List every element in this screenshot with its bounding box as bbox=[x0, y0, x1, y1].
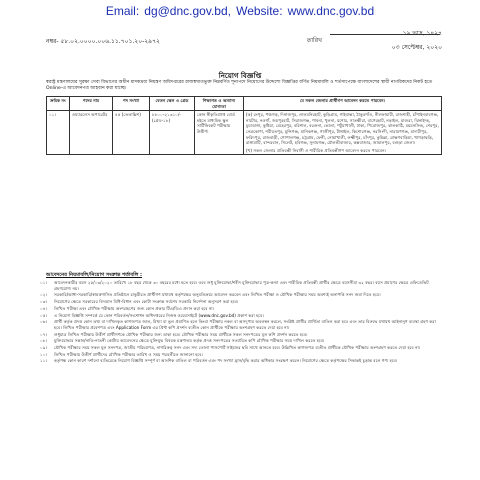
notice-title: নিয়োগ বিজ্ঞপ্তি bbox=[218, 72, 262, 80]
list-item bbox=[40, 358, 444, 364]
header-separator: , bbox=[227, 4, 231, 18]
list-item bbox=[40, 352, 444, 358]
list-item bbox=[40, 338, 444, 344]
term-number: ১০। bbox=[40, 351, 47, 357]
date-bangla: ১৯ ভাদ্র, ১৪২৭ bbox=[402, 30, 442, 37]
reference-row bbox=[46, 28, 442, 54]
col-count: পদ সংখ্যা bbox=[113, 97, 150, 111]
term-number: ০৩। bbox=[40, 299, 47, 305]
contact-header bbox=[0, 0, 480, 18]
term-number: ০১। bbox=[40, 280, 47, 285]
term-text: নিয়োগের ক্ষেত্রে সরকারের বিদ্যমান বিধি-বিধান এবং কোটা সংক্রান্ত সর্বশেষ সরকারি নির্দেশনা অনুসরণ করা হবে। bbox=[54, 299, 239, 305]
term-number: ১১। bbox=[40, 358, 47, 364]
terms-list bbox=[40, 280, 444, 365]
term-text: সরকারি/আধা-সরকারি/স্বায়ত্তশাসিত প্রতিষ্ঠানে চাকুরীরত প্রার্থীগণ যথাযথ কর্তৃপক্ষের অনুমতিক্রমে আবেদন করবেন এবং লিখিত পরীক্ষা ও মৌখিক পরীক্ষার সময় অবশ্যই অনাপত্তি সনদ জমা দিতে হবে। bbox=[54, 292, 381, 298]
term-number: ০৪। bbox=[40, 305, 47, 311]
cell-districts bbox=[244, 111, 442, 155]
table-row bbox=[47, 111, 442, 155]
list-item bbox=[40, 280, 444, 291]
email-link[interactable]: dg@dnc.gov.bd bbox=[144, 4, 228, 18]
table-header-row bbox=[47, 97, 442, 111]
col-serial: ক্রমিক নং bbox=[47, 97, 70, 111]
term-text: এ নিয়োগ বিজ্ঞপ্তি সম্পর্কে যে কোন পরিবর্তন/সংশোধন অধিদপ্তরের নিজস্ব ওয়েবসাইটে (www.dnc.gov.bd) প্রকাশ করা হবে। bbox=[54, 312, 264, 318]
term-text: লিখিত পরীক্ষায় উত্তীর্ণ প্রার্থীদের মৌখিক পরীক্ষার তারিখ ও সময় পরবর্তীতে জানানো হবে। bbox=[54, 351, 203, 357]
districts-list: (ক) রংপুর, পঞ্চগড়, দিনাজপুর, লালমনিরহাট, কুড়িগ্রাম, গাইবান্ধা, ঠাকুরগাঁও, নীলফামারী, রাজশাহী, চাঁপাইনবাবগঞ্জ, নাটোর, নওগাঁ, জয়পুরহাট, সিরাজগঞ্জ, পাবনা, খুলনা, যশোর, সাতক্ষীরা, বাগেরহাট, নড়াইল, মাগুরা, ঝিনাইদহ, চুয়াডাঙ্গা, কুষ্টিয়া, মেহেরপুর, বরিশাল, বরগুনা, ভোলা, পটুয়াখালী, ঢাকা, পিরোজপুর, ঝালকাঠি, ময়মনসিংহ, শেরপুর, নেত্রকোণা, শরীয়তপুর, মুন্সিগঞ্জ, মানিকগঞ্জ, গাজীপুর, টাঙ্গাইল, কিশোরগঞ্জ, নরসিংদী, নারায়ণগঞ্জ, মাদারীপুর, ফরিদপুর, রাজবাড়ী, গোপালগঞ্জ, চট্টগ্রাম, ফেনী, নোয়াখালী, লক্ষ্মীপুর, চাঁদপুর, কুমিল্লা, ব্রাহ্মণবাড়িয়া, খাগড়াছড়ি, রাঙ্গামাটি, বান্দরবান, সিলেট, হবিগঞ্জ, সুনামগঞ্জ, মৌলভীবাজার, কক্সবাজার, জামালপুর, বগুড়া জেলা। bbox=[246, 112, 439, 146]
term-number: ০৯। bbox=[40, 345, 47, 351]
notice-intro: স্বরাষ্ট্র মন্ত্রণালয়ের সুরক্ষা সেবা বিভাগের অধীন মাদকদ্রব্য নিয়ন্ত্রণ অধিদপ্তরের রাজস্বখাতভুক্ত নিম্নবর্ণিত শূন্যপদে নিয়োগের উদ্দেশ্যে বিজ্ঞপ্তির বর্ণিত নিয়মাবলি ও শর্তসাপেক্ষে বাংলাদেশের স্থায়ী নাগরিকদের নিকট হতে Online-এ আবেদনপত্র আহবান করা যাচ্ছে। bbox=[46, 80, 433, 92]
list-item bbox=[40, 299, 444, 305]
districts-note: (খ) সকল জেলার প্রতিবন্ধী নিবাসী ও শারীরিক প্রতিবন্ধীগণ আবেদন করতে পারবেন। bbox=[246, 147, 387, 153]
website-link[interactable]: www.dnc.gov.bd bbox=[287, 4, 375, 18]
list-item bbox=[40, 345, 444, 351]
date-divider bbox=[330, 34, 440, 35]
term-text: শুধুমাত্র লিখিত পরীক্ষায় উত্তীর্ণ প্রার্থীগণকে মৌখিক পরীক্ষার জন্য ডাকা হবে। মৌখিক পরীক্ষার সময় প্রার্থীকে সকল সনদপত্রের মূল কপি প্রদর্শন করতে হবে। bbox=[54, 331, 308, 337]
terms-section-title: আবেদনের নিয়মাবলি/নিয়োগ সংক্রান্ত শর্তাবলি : bbox=[46, 272, 143, 278]
vacancy-table bbox=[46, 96, 442, 155]
term-number: ০৮। bbox=[40, 338, 47, 344]
list-item bbox=[40, 306, 444, 312]
cell-serial: ০১। bbox=[47, 111, 70, 155]
cell-post: ওয়্যারলেস অপারেটর bbox=[70, 111, 113, 155]
term-text: আবেদনকারীর বয়স ২৫/০৩/২০২০ তারিখে ১৮ বছর থেকে ৩০ বছরের মধ্যে হতে হবে। তবে শুধু মুক্তিযোদ্ধা/শহীদ মুক্তিযোদ্ধার পুত্র-কন্যা এবং শারীরিক প্রতিবন্ধী প্রার্থীর ক্ষেত্রে বয়সসীমা ৩২ বছর। বয়স প্রমাণের ক্ষেত্রে এফিডেভিট গ্রহণযোগ্য নয়। bbox=[54, 280, 429, 291]
website-label: Website: bbox=[236, 4, 283, 18]
term-number: ০২। bbox=[40, 292, 47, 298]
cell-qualification: কোন স্বীকৃতিপ্রাপ্ত বোর্ড হইতে মাধ্যমিক স্কুল সার্টিফিকেট পরীক্ষায় উত্তীর্ণ। bbox=[195, 111, 244, 155]
term-text: কর্তৃপক্ষ কোন কারণ দর্শানো ব্যতিরেকে নিয়োগ বিজ্ঞপ্তি সম্পূর্ণ বা আংশিক বাতিল বা পরিবর্তন এবং পদ সংখ্যা হ্রাস/বৃদ্ধি করার অধিকার সংরক্ষণ করেন। নিয়োগের ক্ষেত্রে কর্তৃপক্ষের সিদ্ধান্তই চূড়ান্ত বলে গণ্য হবে। bbox=[54, 358, 398, 364]
col-districts: যে সকল জেলার প্রার্থীগণ আবেদন করতে পারবেন। bbox=[244, 97, 442, 111]
term-number: ০৭। bbox=[40, 331, 47, 337]
term-number: ০৫। bbox=[40, 312, 47, 318]
col-qualification: শিক্ষাগত ও অন্যান্য যোগ্যতা bbox=[195, 97, 244, 111]
email-label: Email: bbox=[105, 4, 140, 18]
col-post: পদের নাম bbox=[70, 97, 113, 111]
term-text: মৌখিক পরীক্ষার সময় সকল মূল সনদপত্র, জাতীয় পরিচয়পত্র, নাগরিকত্ব সনদ এবং সদ্য তোলা পাসপোর্ট সাইজের ছবি সাথে আনতে হবে। উল্লিখিত কাগজপত্র ব্যতীত প্রার্থীকে মৌখিক পরীক্ষায় অংশগ্রহণ করতে দেয়া হবে না। bbox=[54, 345, 421, 351]
cell-scale: ৮৮০০-২১৩১০/- (গ্রেড-১৮) bbox=[150, 111, 195, 155]
term-text: প্রার্থী কর্তৃক প্রদত্ত কোন তথ্য বা দাখিলকৃত কাগজপত্র জাল, মিথ্যা বা ভুল প্রমাণিত হলে কিংবা পরীক্ষায় নকল বা অসদুপায় অবলম্বন করলে, সংশ্লিষ্ট প্রার্থীর প্রার্থিতা বাতিল করা হবে এবং তার বিরুদ্ধে যথাযথ আইনানুগ ব্যবস্থা গ্রহণ করা হবে। লিখিত পরীক্ষার প্রবেশপত্র এবং Application Form এর প্রিন্ট কপি প্রদর্শন ব্যতীত কোন প্রার্থীকে পরীক্ষায় অংশগ্রহণ করতে দেয়া হবে না। bbox=[54, 319, 436, 330]
cell-count: ৪৫ (তেতাল্লিশ) bbox=[113, 111, 150, 155]
date-label: তারিখ bbox=[306, 37, 322, 44]
list-item bbox=[40, 313, 444, 319]
list-item bbox=[40, 332, 444, 338]
list-item bbox=[40, 292, 444, 298]
date-gregorian: ০৩ সেপ্টেম্বর, ২০২০ bbox=[391, 44, 442, 51]
memo-number: নম্বর- ৫৮.০২.০০০০.০০৬.১১.৭০১.২০-২৯৭২ bbox=[46, 38, 160, 45]
term-text: মুক্তিযোদ্ধার সন্তান/নাতি-নাতনী কোটায় আবেদনের ক্ষেত্রে মুক্তিযুদ্ধ বিষয়ক মন্ত্রণালয় কর্তৃক প্রদত্ত সনদপত্রের সত্যায়িত কপি মৌখিক পরীক্ষার সময় দাখিল করতে হবে। bbox=[54, 338, 325, 344]
term-number: ০৬। bbox=[40, 319, 47, 325]
col-scale: বেতন স্কেল ও গ্রেড bbox=[150, 97, 195, 111]
list-item bbox=[40, 319, 444, 330]
term-text: লিখিত পরীক্ষা এবং মৌখিক পরীক্ষায় অংশগ্রহণের জন্য কোন প্রকার টিএ/ডিএ প্রদান করা হবে না। bbox=[54, 305, 215, 311]
